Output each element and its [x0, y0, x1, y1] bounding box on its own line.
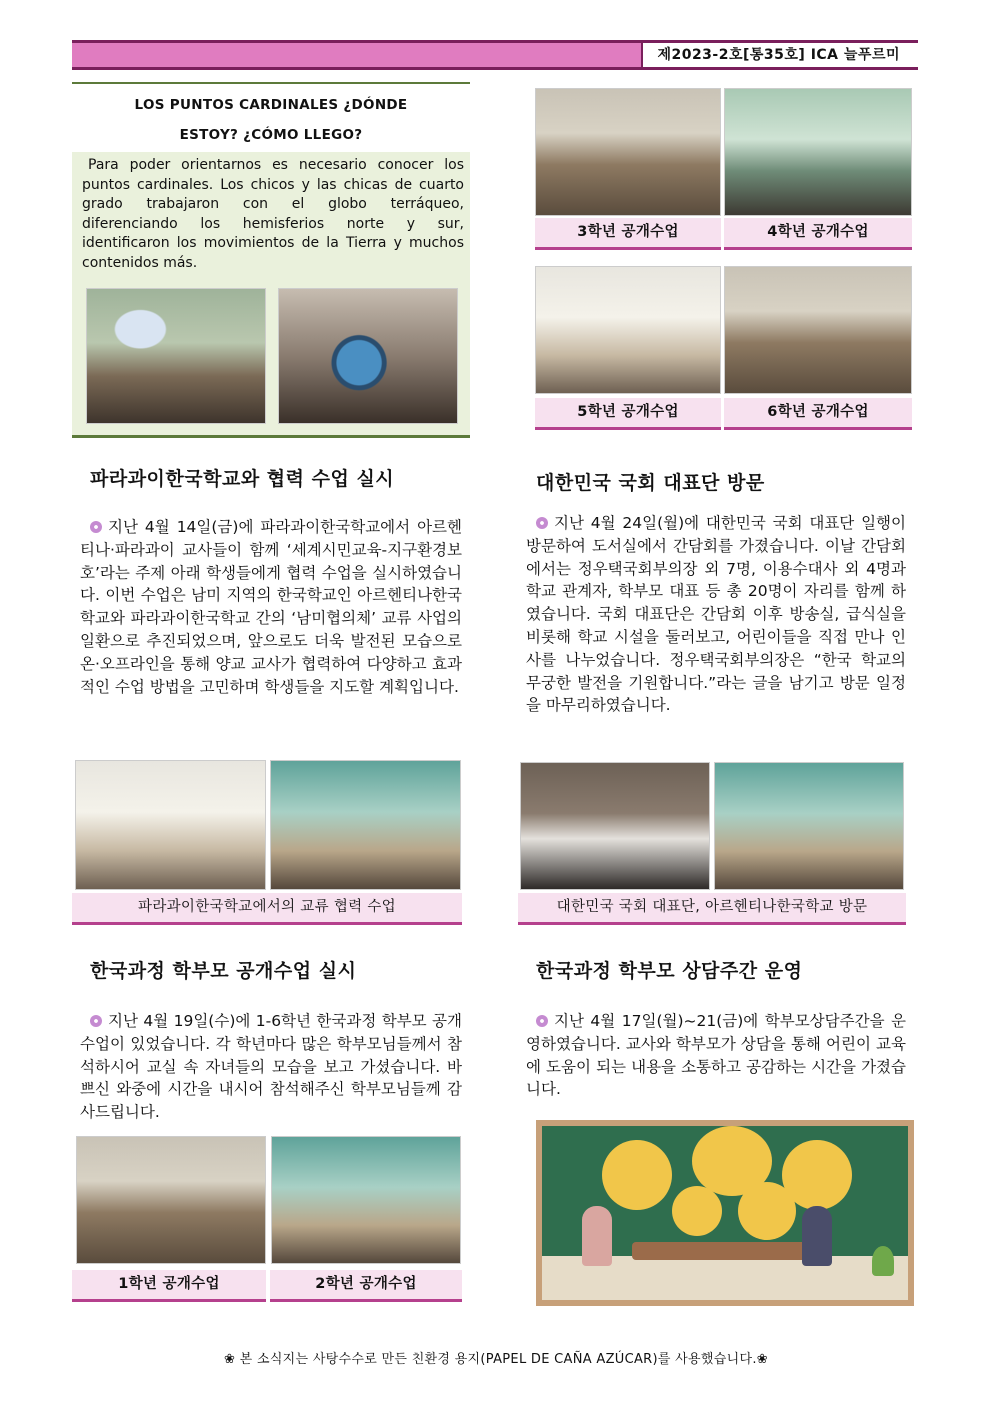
footer-note: ❀ 본 소식지는 사탕수수로 만든 친환경 용지(PAPEL DE CAÑA AZÚCAR)를 사용했습니다.❀	[224, 1352, 768, 1367]
photo-grade1-class	[76, 1136, 266, 1264]
flower-bullet-icon	[90, 1015, 102, 1027]
article-text-parent-class	[80, 1010, 462, 1124]
section-title-parent-class: 한국과정 학부모 공개수업 실시	[72, 954, 432, 988]
photo-assembly-classroom	[714, 762, 904, 890]
caption-grade4: 4학년 공개수업	[724, 218, 912, 250]
header-band	[72, 40, 918, 70]
section-title-counseling: 한국과정 학부모 상담주간 운영	[518, 954, 878, 988]
article-text-counseling	[526, 1010, 906, 1101]
counseling-illustration	[536, 1120, 914, 1306]
caption-grade6: 6학년 공개수업	[724, 398, 912, 430]
caption-grade5: 5학년 공개수업	[535, 398, 721, 430]
illustration-parent-figure	[582, 1206, 612, 1266]
spanish-text: Para poder orientarnos es necesario conocer los puntos cardinales. Los chicos y las chicas de cuarto grado trabajaron con el globo terráqueo, diferenciando los hemisferios norte y sur, identificaron los movimientos de la Tierra y muchos contenidos más.	[82, 157, 464, 271]
photo-classroom-screen	[86, 288, 266, 424]
flower-bullet-icon	[536, 517, 548, 529]
photo-grade6	[724, 266, 912, 394]
article-text-assembly	[526, 512, 906, 717]
section-title-paraguay: 파라과이한국학교와 협력 수업 실시	[72, 462, 462, 496]
caption-assembly: 대한민국 국회 대표단, 아르헨티나한국학교 방문	[518, 893, 906, 925]
section-title-assembly: 대한민국 국회 대표단 방문	[518, 466, 818, 500]
caption-paraguay: 파라과이한국학교에서의 교류 협력 수업	[72, 893, 462, 925]
article-body-paraguay: 지난 4월 14일(금)에 파라과이한국학교에서 아르헨티나·파라과이 교사들이 함께 ‘세계시민교육-지구환경보호’라는 주제 아래 학생들에게 협력 수업을 실시하였습니다. 이번 수업은 남미 지역의 한국학교인 아르헨티나한국학교와 파라과이한국학교 간의 ‘남미협의체’ 교류 사업의 일환으로 추진되었으며, 앞으로도 더욱 발전된 모습으로 온·오프라인을 통해 양교 교사가 협력하여 다양하고 효과적인 수업 방법을 고민하며 학생들을 지도할 계획입니다.	[80, 518, 462, 696]
caption-grade2: 2학년 공개수업	[270, 1270, 462, 1302]
photo-grade3	[535, 88, 721, 216]
article-body-assembly: 지난 4월 24일(월)에 대한민국 국회 대표단 일행이 방문하여 도서실에서 간담회를 가졌습니다. 이날 간담회에서는 정우택국회부의장 외 7명, 이용수대사 외 4명과 학교 관계자, 학부모 대표 등 총 20명이 자리를 함께 하였습니다. 국회 대표단은 간담회 이후 방송실, 급식실을 비롯해 학교 시설을 둘러보고, 어린이들을 직접 만나 인사를 나누었습니다. 정우택국회부의장은 “한국 학교의 무궁한 발전을 기원합니다.”라는 글을 남기고 방문 일정을 마무리하였습니다.	[526, 514, 906, 715]
gear-icon	[602, 1140, 672, 1210]
plant-icon	[872, 1246, 894, 1276]
photo-grade5	[535, 266, 721, 394]
flower-bullet-icon	[90, 521, 102, 533]
caption-grade1: 1학년 공개수업	[72, 1270, 266, 1302]
photo-grade4	[724, 88, 912, 216]
article-body-counseling: 지난 4월 17일(월)~21(금)에 학부모상담주간을 운영하였습니다. 교사와 학부모가 상담을 통해 어린이 교육에 도움이 되는 내용을 소통하고 공감하는 시간을 가졌습니다.	[526, 1012, 906, 1099]
photo-paraguay-class-2	[270, 760, 461, 890]
issue-label: 제2023-2호[통35호] ICA 늘푸르미	[641, 40, 918, 70]
photo-globe	[278, 288, 458, 424]
article-text-paraguay	[80, 516, 462, 698]
article-body-parent-class: 지난 4월 19일(수)에 1-6학년 한국과정 학부모 공개수업이 있었습니다. 각 학년마다 많은 학부모님들께서 참석하시어 교실 속 자녀들의 모습을 보고 가셨습니다. 바쁘신 와중에 시간을 내시어 참석해주신 학부모님들께 감사드립니다.	[80, 1012, 462, 1122]
photo-assembly-meeting	[520, 762, 710, 890]
gear-icon	[672, 1186, 722, 1236]
gear-icon	[738, 1182, 796, 1240]
flower-bullet-icon	[536, 1015, 548, 1027]
photo-paraguay-class-1	[75, 760, 266, 890]
spanish-title: LOS PUNTOS CARDINALES ¿DÓNDE ESTOY? ¿CÓMO LLEGO?	[134, 97, 408, 143]
caption-grade3: 3학년 공개수업	[535, 218, 721, 250]
spanish-article-box	[72, 82, 470, 438]
illustration-teacher-figure	[802, 1206, 832, 1266]
photo-grade2-class	[271, 1136, 461, 1264]
